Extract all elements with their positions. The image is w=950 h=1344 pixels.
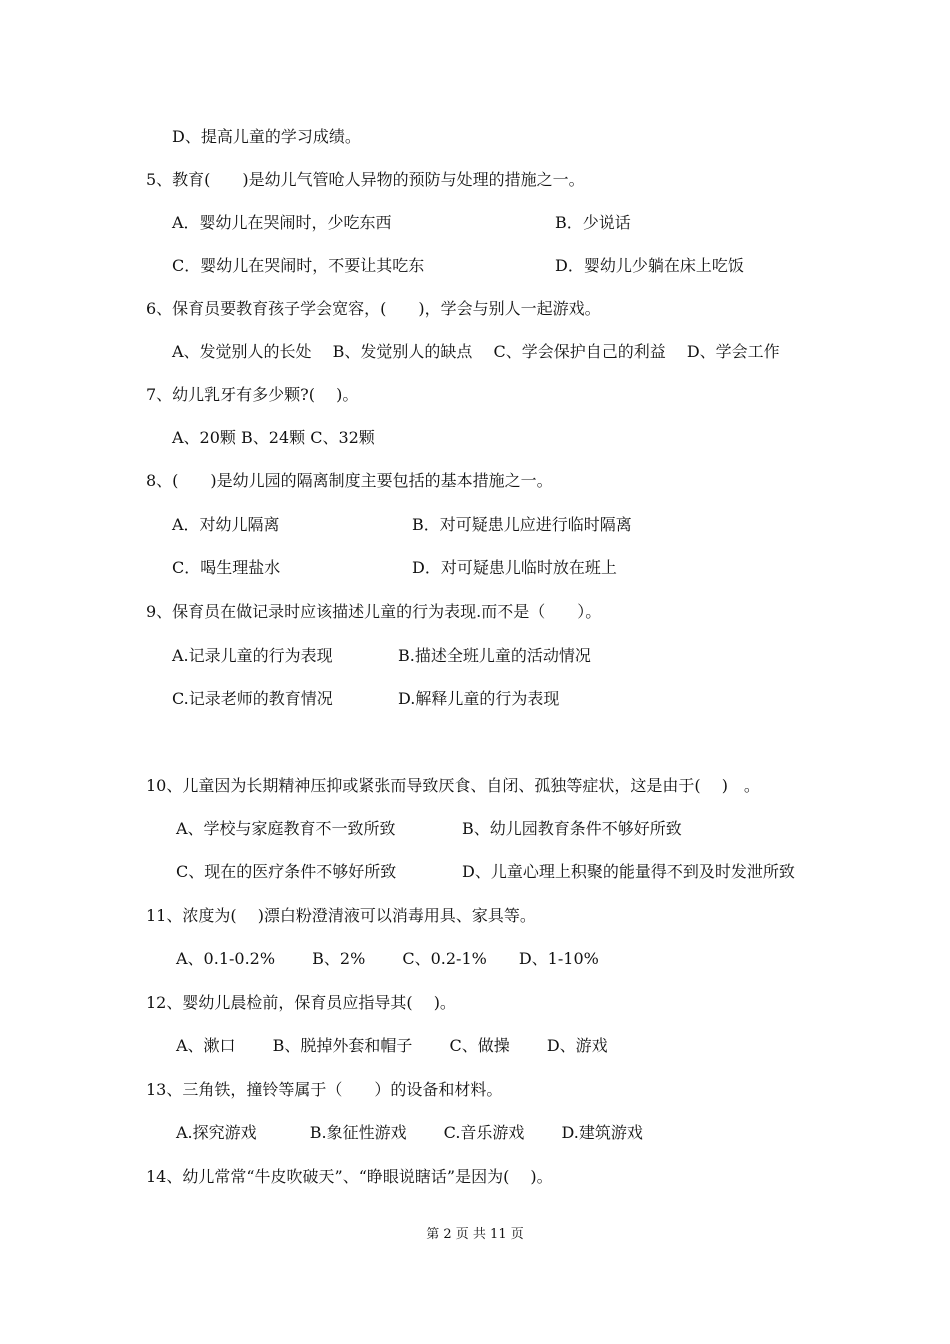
question-9: 9、保育员在做记录时应该描述儿童的行为表现.而不是（ ）。	[146, 602, 602, 621]
question-14: 14、幼儿常常“牛皮吹破天”、“睁眼说瞎话”是因为( )。	[146, 1167, 553, 1186]
q9-option-d: D.解释儿童的行为表现	[398, 689, 560, 708]
question-13: 13、三角铁，撞铃等属于（ ）的设备和材料。	[146, 1080, 503, 1099]
q13-options: A.探究游戏 B.象征性游戏 C.音乐游戏 D.建筑游戏	[176, 1123, 643, 1142]
q8-option-c: C．喝生理盐水	[172, 558, 281, 577]
q10-option-c: C、现在的医疗条件不够好所致	[176, 862, 397, 881]
page-footer: 第 2 页 共 11 页	[426, 1227, 524, 1242]
q12-options: A、漱口 B、脱掉外套和帽子 C、做操 D、游戏	[176, 1036, 608, 1055]
q10-option-d: D、儿童心理上积聚的能量得不到及时发泄所致	[462, 862, 795, 881]
q5-option-a: A．婴幼儿在哭闹时，少吃东西	[172, 213, 392, 232]
question-10: 10、儿童因为长期精神压抑或紧张而导致厌食、自闭、孤独等症状，这是由于( ) 。	[146, 776, 760, 795]
question-11: 11、浓度为( )漂白粉澄清液可以消毒用具、家具等。	[146, 906, 536, 925]
q11-options: A、0.1-0.2% B、2% C、0.2-1% D、1-10%	[176, 949, 599, 968]
q5-option-b: B．少说话	[555, 213, 631, 232]
q8-option-a: A．对幼儿隔离	[172, 515, 280, 534]
q5-option-c: C．婴幼儿在哭闹时，不要让其吃东	[172, 256, 425, 275]
q6-options: A、发觉别人的长处 B、发觉别人的缺点 C、学会保护自己的利益 D、学会工作	[172, 342, 780, 361]
question-5: 5、教育( )是幼儿气管呛人异物的预防与处理的措施之一。	[146, 170, 585, 189]
question-8: 8、( )是幼儿园的隔离制度主要包括的基本措施之一。	[146, 471, 553, 490]
q4-option-d: D、提高儿童的学习成绩。	[172, 127, 361, 146]
question-6: 6、保育员要教育孩子学会宽容，( )，学会与别人一起游戏。	[146, 299, 601, 318]
q8-option-d: D．对可疑患儿临时放在班上	[412, 558, 617, 577]
q10-option-a: A、学校与家庭教育不一致所致	[176, 819, 396, 838]
q8-option-b: B．对可疑患儿应进行临时隔离	[412, 515, 632, 534]
q9-option-a: A.记录儿童的行为表现	[172, 646, 333, 665]
question-12: 12、婴幼儿晨检前，保育员应指导其( )。	[146, 993, 456, 1012]
question-7: 7、幼儿乳牙有多少颗?( )。	[146, 385, 359, 404]
q5-option-d: D．婴幼儿少躺在床上吃饭	[555, 256, 744, 275]
q10-option-b: B、幼儿园教育条件不够好所致	[462, 819, 682, 838]
q9-option-b: B.描述全班儿童的活动情况	[398, 646, 591, 665]
q7-options: A、20颗 B、24颗 C、32颗	[172, 428, 375, 447]
q9-option-c: C.记录老师的教育情况	[172, 689, 333, 708]
